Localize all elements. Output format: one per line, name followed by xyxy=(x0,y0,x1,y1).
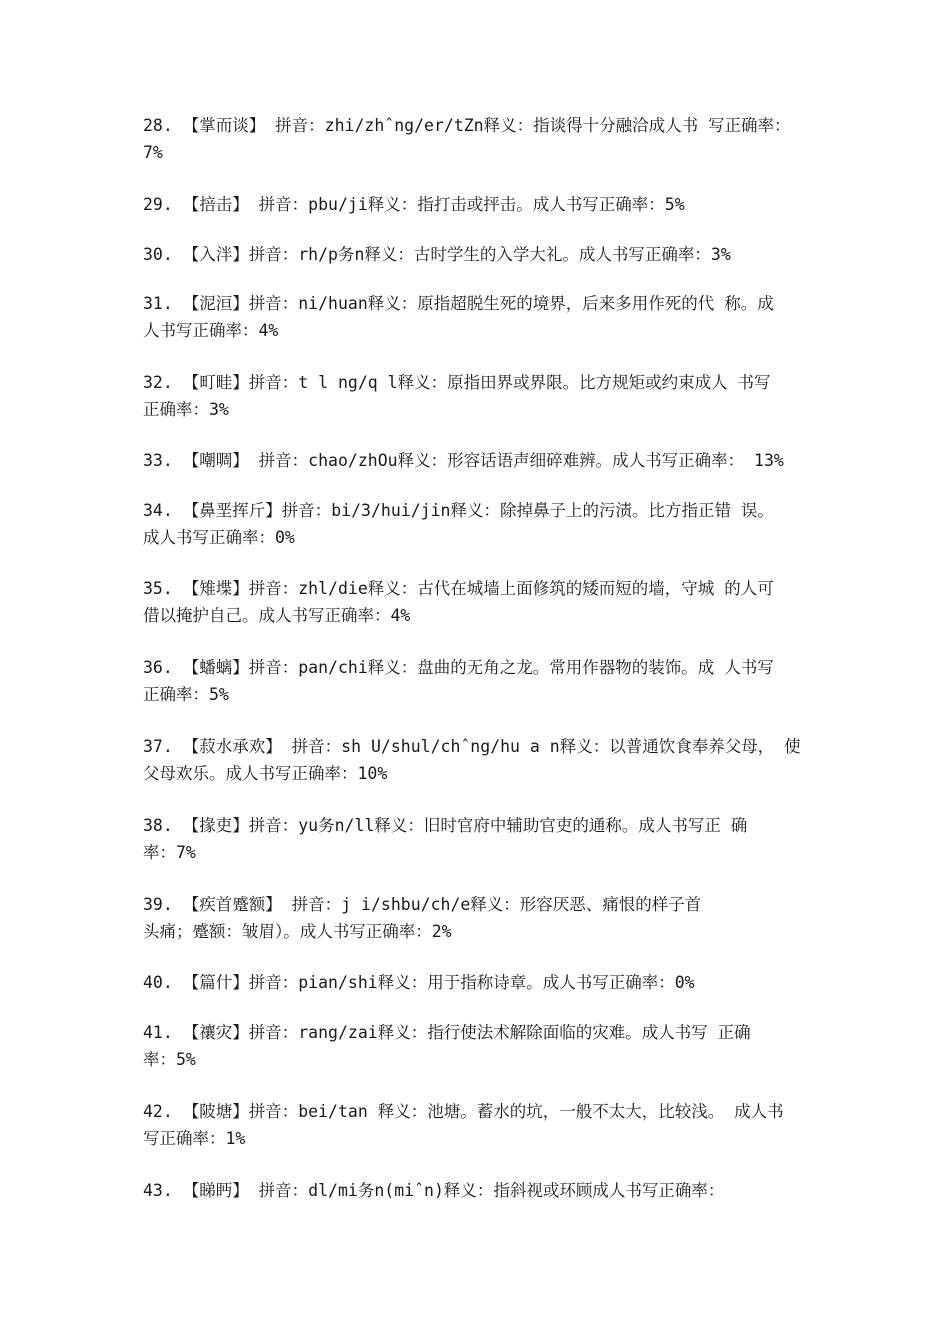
entry-43 xyxy=(143,1177,863,1204)
entry-36 xyxy=(143,654,863,708)
entry-line: 42. 【陂塘】拼音：bei/tan 释义：池塘。蓄水的坑，一般不太大，比较浅。 成人书 xyxy=(143,1102,784,1121)
entry-line: 成人书写正确率：0% xyxy=(143,528,295,547)
entry-37 xyxy=(143,733,863,787)
entry-30 xyxy=(143,241,863,268)
entry-line: 28. 【掌而谈】 拼音：zhi/zhˆng/er/tZn释义：指谈得十分融洽成人书 写正确率： xyxy=(143,116,791,135)
entry-line: 37. 【菽水承欢】 拼音：sh U/shul/chˆng/hu a n释义：以普通饮食奉养父母， 使 xyxy=(143,737,801,756)
entry-34 xyxy=(143,497,863,551)
entry-31 xyxy=(143,290,863,344)
entry-line: 写正确率：1% xyxy=(143,1129,246,1148)
entry-line: 30. 【入泮】拼音：rh/p务n释义：古时学生的入学大礼。成人书写正确率：3% xyxy=(143,245,731,264)
entry-line: 36. 【蟠螭】拼音：pan/chi释义：盘曲的无角之龙。常用作器物的装饰。成 人书写 xyxy=(143,658,774,677)
entry-line: 父母欢乐。成人书写正确率：10% xyxy=(143,764,388,783)
entry-line: 人书写正确率：4% xyxy=(143,321,279,340)
entry-line: 40. 【篇什】拼音：pian/shi释义：用于指称诗章。成人书写正确率：0% xyxy=(143,973,695,992)
entry-line: 29. 【掊击】 拼音：pbu/ji释义：指打击或抨击。成人书写正确率：5% xyxy=(143,195,685,214)
entry-40 xyxy=(143,969,863,996)
entry-28 xyxy=(143,112,863,166)
entry-line: 正确率：3% xyxy=(143,400,229,419)
entry-line: 7% xyxy=(143,143,163,162)
entry-line: 正确率：5% xyxy=(143,685,229,704)
entry-line: 41. 【禳灾】拼音：rang/zai释义：指行使法术解除面临的灾难。成人书写 正确 xyxy=(143,1023,751,1042)
entry-line: 43. 【睇眄】 拼音：dl/mi务n(miˆn)释义：指斜视或环顾成人书写正确率： xyxy=(143,1181,725,1200)
entry-line: 35. 【雉堞】拼音：zhl/die释义：古代在城墙上面修筑的矮而短的墙，守城 的人可 xyxy=(143,579,774,598)
entry-41 xyxy=(143,1019,863,1073)
entry-line: 率：5% xyxy=(143,1050,196,1069)
entry-line: 39. 【疾首蹙额】 拼音：j i/shbu/ch/e释义：形容厌恶、痛恨的样子首 xyxy=(143,895,702,914)
entry-line: 率：7% xyxy=(143,843,196,862)
entry-line: 34. 【鼻垩挥斤】拼音：bi/3/hui/jin释义：除掉鼻子上的污渍。比方指正错 误。 xyxy=(143,501,774,520)
entry-35 xyxy=(143,575,863,629)
entry-line: 头痛；蹙额：皱眉）。成人书写正确率：2% xyxy=(143,922,452,941)
entry-line: 31. 【泥洹】拼音：ni/huan释义：原指超脱生死的境界，后来多用作死的代 称。成 xyxy=(143,294,774,313)
entry-line: 38. 【掾吏】拼音：yu务n/ll释义：旧时官府中辅助官吏的通称。成人书写正 确 xyxy=(143,816,748,835)
entry-line: 32. 【町畦】拼音：t l ng/q l释义：原指田界或界限。比方规矩或约束成人 书写 xyxy=(143,373,771,392)
entry-32 xyxy=(143,369,863,423)
entry-33 xyxy=(143,447,863,474)
entry-line: 借以掩护自己。成人书写正确率：4% xyxy=(143,606,411,625)
entry-39 xyxy=(143,891,863,945)
entry-38 xyxy=(143,812,863,866)
entry-29 xyxy=(143,191,863,218)
entry-42 xyxy=(143,1098,863,1152)
entry-line: 33. 【嘲啁】 拼音：chao/zhOu释义：形容话语声细碎难辨。成人书写正确率： 13% xyxy=(143,451,784,470)
